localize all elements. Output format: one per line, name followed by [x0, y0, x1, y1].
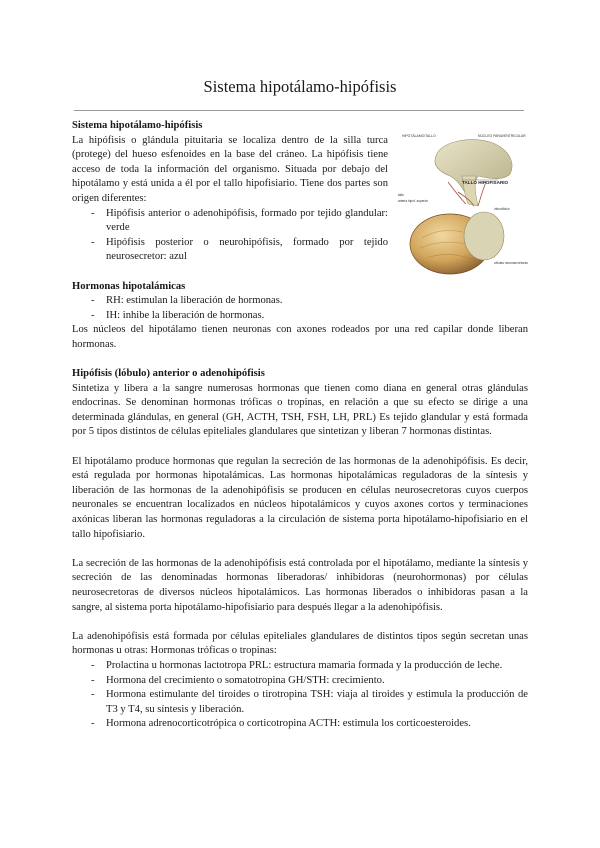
tropins-list [72, 659, 528, 732]
anterior-paragraph-3: La secreción de las hormonas de la adenohipófisis está controlada por el hipotálamo, mediante la síntesis y secreción de las denominadas hormonas liberadoras/ inhibidoras (neurohormonas) por células neurosecretoras de diversos núcleos hipotalámicos. Las hormonas liberados o inhibidoras pasan a la sangre, al sistema porta hipotálamo-hipofisiario para después llegar a la adenohipófisis. [72, 557, 528, 613]
page-title: Sistema hipotálamo-hipófisis [203, 77, 397, 96]
pituitary-illustration [398, 132, 528, 277]
list-item: - IH: inhibe la liberación de hormonas. [91, 309, 265, 321]
figure-label-tallo: TALLO HIPOFISARIO [462, 180, 509, 185]
list-item: - Hipófisis anterior o adenohipófisis, formado por tejido glandular: verde [91, 207, 388, 234]
intro-section [72, 119, 388, 265]
hormones-paragraph: Los núcleos del hipotálamo tienen neuronas con axones rodeados por una red capilar donde liberan hormonas. [72, 324, 528, 350]
list-item: - Hormona estimulante del tiroides o tirotropina TSH: viaja al tiroides y estimula la producción de T3 y T4, su síntesis y liberación. [91, 689, 528, 715]
list-item: - Hormona adrenocorticotrópica o corticotropina ACTH: estimula los corticoesteroides. [91, 718, 471, 730]
intro-heading: Sistema hipotálamo-hipófisis [72, 120, 203, 131]
posterior-lobe [464, 212, 504, 260]
figure-label-top-left: HIPOTÁLAMO/TALLO [402, 134, 436, 138]
list-item: - Hormona del crecimiento o somatotropina GH/STH: crecimiento. [91, 674, 385, 686]
anterior-heading: Hipófisis (lóbulo) anterior o adenohipófisis [72, 368, 265, 380]
list-item: - Hipófisis posterior o neurohipófisis, formado por tejido neurosecretor: azul [91, 236, 388, 263]
anterior-paragraph-4: La adenohipófisis está formada por células epiteliales glandulares de distintos tipos según secretan unas hormonas u otras: Hormonas tróficas o tropinas: [72, 630, 528, 657]
anterior-paragraph-2: El hipotálamo produce hormonas que regulan la secreción de las hormonas de la adenohipófisis. Es decir, está regulada por hormonas hipotalámicas. Las hormonas hipotalámicas reguladoras de la síntesis y liberación de las hormonas de la adenohipófisis se producen en células neurosecretoras cuyos cuerpos neuronales se encuentran localizados en núcleos hipotalámicos y cuyos axones cortos y terminaciones axónicas liberan las hormonas reguladoras a la circulación de sistema porta hipotálamo-hipofisiario en el tallo hipofisiario. [72, 455, 528, 540]
figure-label-right-mid: infundíbulo [494, 207, 510, 211]
title-divider [74, 110, 524, 111]
list-item: - Prolactina u hormonas lactotropa PRL: estructura mamaria formada y la producción de leche. [91, 659, 503, 671]
hormones-heading: Hormonas hipotalámicas [72, 280, 186, 292]
intro-list [72, 207, 388, 265]
figure-label-left-1: tallo [398, 193, 404, 197]
intro-paragraph: La hipófisis o glándula pituitaria se localiza dentro de la silla turca (protege) del hueso esfenoides en la base del cráneo. La hipófisis tiene acceso de toda la información del organismo. Situada por debajo del hipotálamo y está unida a él por el tallo hipofisiario. Tiene dos partes son origen diferentes: [72, 134, 388, 204]
figure-label-left-2: arteria hipof. superior [398, 199, 429, 203]
list-item: - RH: estimulan la liberación de hormonas. [91, 295, 283, 307]
figure-label-top-right: NÚCLEO PARAVENTRICULAR [478, 134, 526, 138]
figure-label-bottom-right: células neurosecretoras [494, 261, 528, 265]
anterior-paragraph-1: Sintetiza y libera a la sangre numerosas hormonas que tienen como diana en general otras glándulas endocrinas. Se denominan hormonas tróficas o tropinas, en relación a que su efecto se dirige a una determinada glándulas, en general (GH, ACTH, TSH, FSH, LH, PRL) Es tejido glandular y está formada por 5 tipos distintos de células epiteliales glandulares que sintetizan y liberan 7 hormonas distintas. [72, 382, 528, 438]
hormones-list [72, 294, 528, 323]
